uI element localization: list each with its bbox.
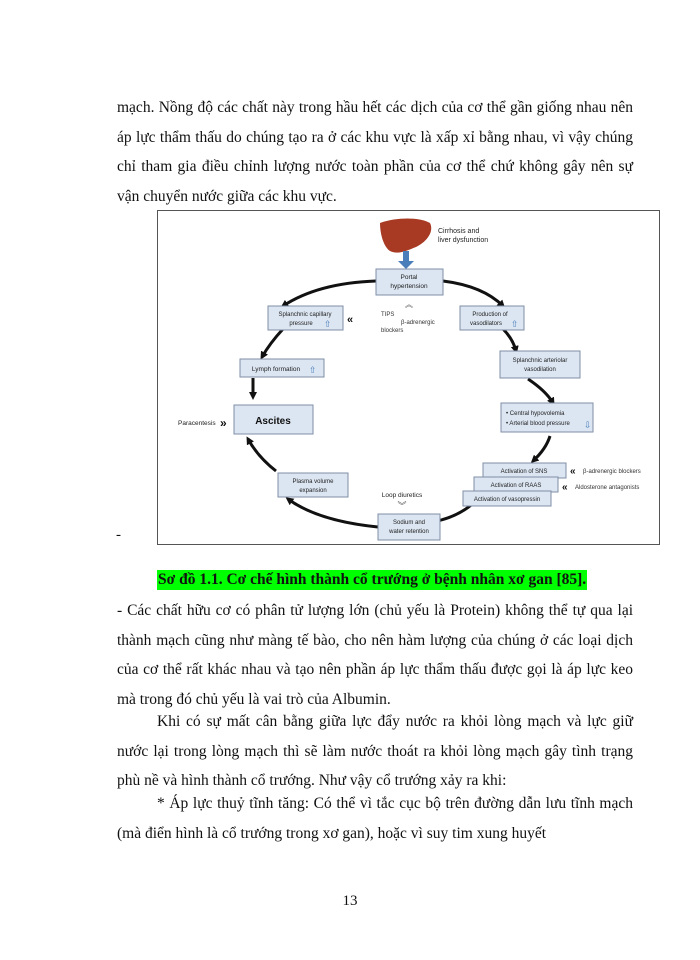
arrow-up-icon: ⇧ [309, 365, 317, 375]
vasodilators-label: Production of [472, 312, 508, 318]
page-number: 13 [342, 893, 358, 909]
tips-label: TIPS [381, 312, 395, 318]
plasma-label-line2: expansion [299, 488, 327, 494]
arrow-up-icon: ⇧ [324, 319, 332, 329]
liver-label-line2: liver dysfunction [438, 237, 489, 244]
double-chevron-right-icon: » [220, 416, 227, 430]
paracentesis-label: Paracentesis [178, 420, 216, 427]
double-chevron-left-icon: « [347, 314, 354, 326]
vasodilators-label-line2: vasodilators [469, 321, 503, 327]
paragraph-imbalance: Khi có sự mất cân bằng giữa lực đẩy nước ra khỏi lòng mạch và lực giữ nước lại trong lòng mạch thì sẽ làm nước thoát ra khỏi lòng mạch gây tình trạng phù nề và hình thành cổ trướng. Như vậy cổ trướng xảy ra khi: [117, 713, 633, 789]
paragraph-intro: mạch. Nồng độ các chất này trong hầu hết các dịch của cơ thể gần giống nhau nên áp lực thẩm thấu do chúng tạo ra ở các khu vực là xấp xỉ bằng nhau, vì vậy chúng chỉ tham gia điều chỉnh lượng nước toàn phần của cơ thể chứ không gây nên sự vận chuyển nước giữa các khu vực. [117, 99, 633, 205]
double-chevron-left-icon: « [570, 466, 576, 477]
paragraph-colloid: - Các chất hữu cơ có phân tử lượng lớn (chủ yếu là Protein) không thể tự qua lại thành mạch cũng như màng tế bào, cho nên hàm lượng của chúng ở các loại dịch của cơ thể rất khác nhau và tạo nên phần áp lực thẩm thấu được gọi là áp lực keo mà trong đó chủ yếu là vai trò của Albumin. [117, 602, 633, 708]
double-chevron-left-icon: « [562, 482, 568, 493]
arteriolar-label-line2: vasodilation [524, 367, 556, 373]
sns-label: Activation of SNS [500, 469, 548, 475]
paragraph-hydrostatic: * Áp lực thuỷ tĩnh tăng: Có thể vì tắc cục bộ trên đường dẫn lưu tĩnh mạch (mà điển hình là cổ trướng trong xơ gan), hoặc vì suy tim xung huyết [117, 795, 633, 842]
sodium-label: Sodium and [392, 520, 426, 526]
tips-label-line3: blockers [381, 328, 404, 334]
sodium-retention-box [378, 514, 440, 540]
lymph-label: Lymph formation [251, 366, 301, 373]
double-chevron-up-icon: ︽ [405, 300, 413, 309]
portal-label: Portal [400, 274, 418, 281]
portal-hypertension-box [376, 269, 443, 295]
raas-label: Activation of RAAS [490, 483, 542, 489]
vasopressin-label: Activation of vasopressin [473, 497, 541, 503]
loop-diuretics-label: Loop diuretics [381, 492, 423, 499]
arrow-down-icon: ⇩ [584, 420, 592, 430]
liver-icon [380, 219, 431, 270]
sodium-label-line2: water retention [389, 529, 429, 535]
splanchnic-capillary-label: Splanchnic capillary [278, 312, 332, 318]
double-chevron-down-icon: ︾ [397, 501, 407, 511]
blood-pressure-label: • Arterial blood pressure [506, 421, 570, 427]
ascites-mechanism-diagram [157, 210, 660, 545]
arrow-up-icon: ⇧ [511, 319, 519, 329]
portal-label-line2: hypertension [390, 283, 428, 290]
beta-blockers-label: β-adrenergic blockers [583, 469, 641, 475]
stray-dash: - [116, 527, 121, 543]
plasma-label: Plasma volume [292, 479, 334, 485]
arteriolar-vasodilation-box [500, 351, 580, 378]
hypovolemia-label: • Central hypovolemia [506, 411, 565, 417]
aldosterone-label: Aldosterone antagonists [575, 485, 640, 491]
arteriolar-label: Splanchnic arteriolar [512, 358, 568, 364]
liver-label: Cirrhosis and [438, 228, 480, 235]
figure-caption: Sơ đồ 1.1. Cơ chế hình thành cổ trướng ở bệnh nhân xơ gan [85]. [158, 571, 587, 588]
splanchnic-capillary-label-line2: pressure [289, 321, 313, 327]
tips-label-line2: β-adrenergic [401, 320, 435, 326]
ascites-label: Ascites [255, 416, 291, 427]
hypovolemia-box [501, 403, 593, 432]
